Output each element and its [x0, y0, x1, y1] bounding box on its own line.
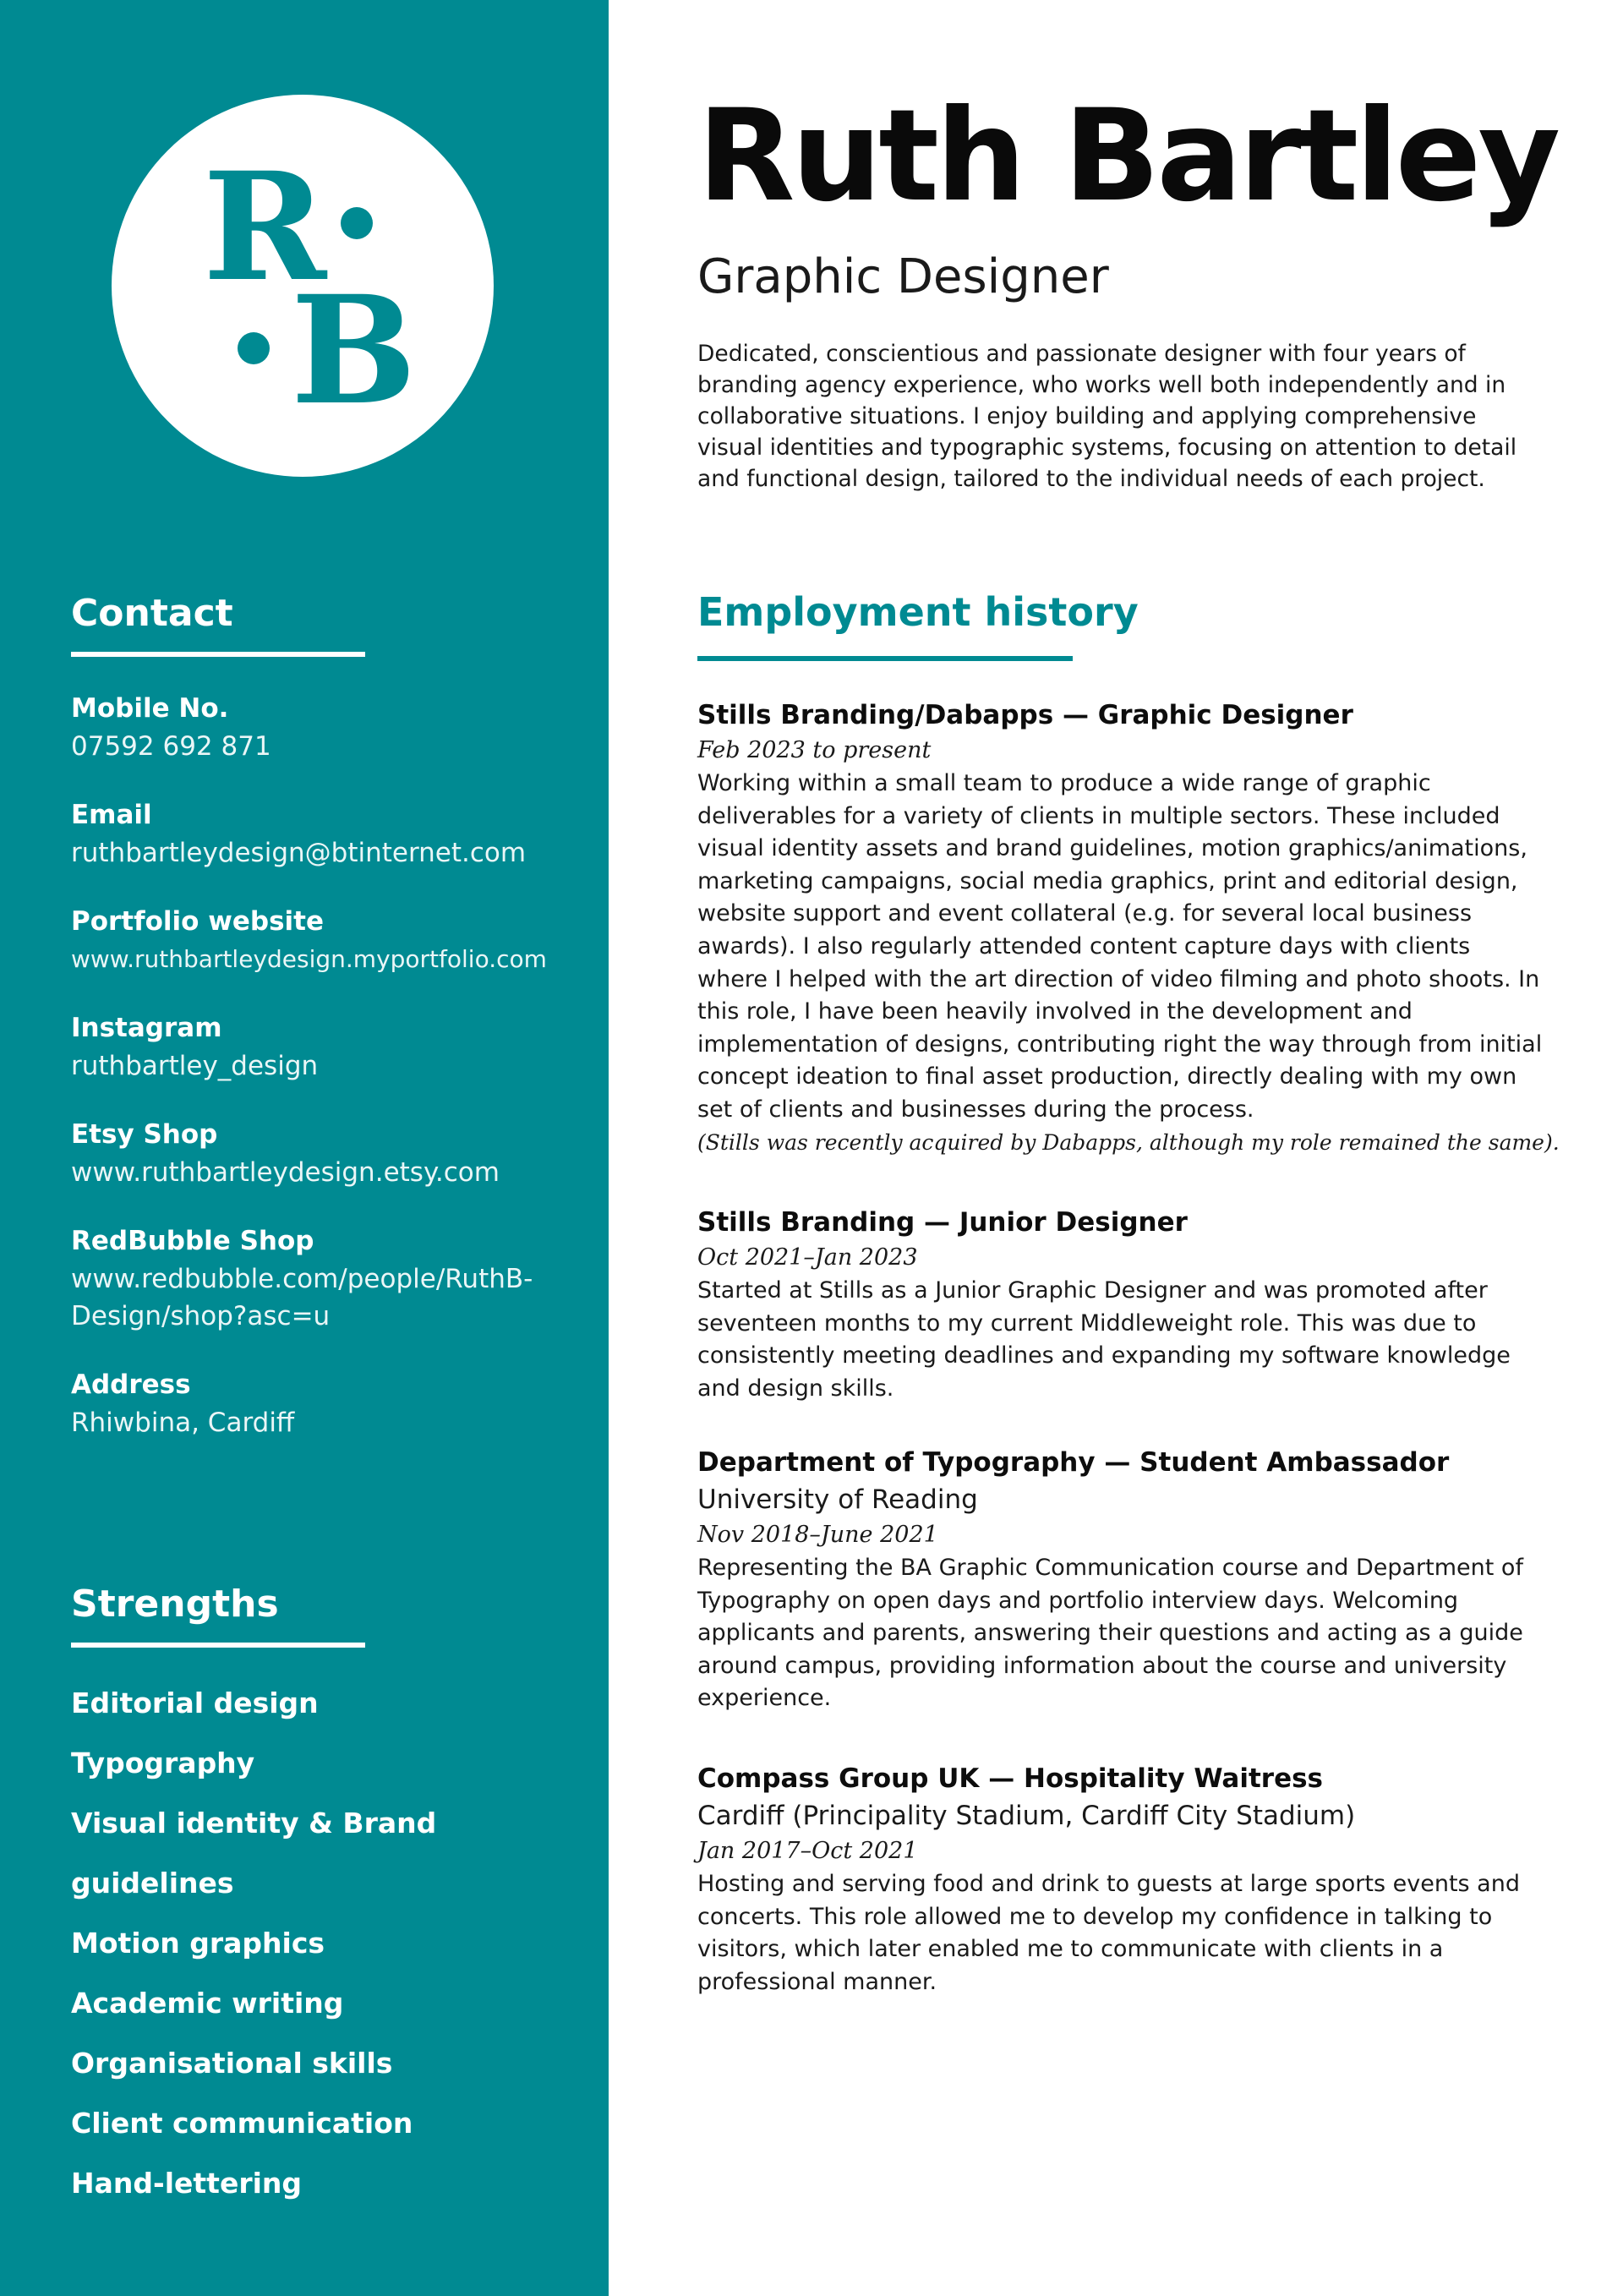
contact-label: Mobile No.: [71, 692, 229, 724]
candidate-role: Graphic Designer: [697, 249, 1109, 304]
strength-item: Editorial design: [71, 1686, 319, 1719]
logo-letter-b: B: [291, 263, 417, 438]
contact-section: [71, 592, 578, 1472]
portfolio-link[interactable]: www.ruthbartleydesign.myportfolio.com: [71, 944, 547, 973]
sidebar: [0, 0, 609, 2296]
email-link[interactable]: ruthbartleydesign@btinternet.com: [71, 837, 527, 868]
mobile-number[interactable]: 07592 692 871: [71, 730, 271, 762]
contact-item-address: [71, 1365, 578, 1441]
profile-summary: Dedicated, conscientious and passionate designer with four years of branding agency experience, who works well both independently and in collaborative situations. I enjoy building and applying comprehensive visual identities and typographic systems, focusing on attention to detail and functional design, tailored to the individual needs of each project.: [697, 341, 1517, 492]
logo-dot-bottom: [238, 332, 270, 364]
candidate-name: Ruth Bartley: [697, 83, 1558, 230]
job-title: Compass Group UK — Hospitality Waitress: [697, 1763, 1324, 1794]
employment-rule: [697, 656, 1073, 661]
job-note: (Stills was recently acquired by Dabapps, although my role remained the same).: [697, 1129, 1560, 1155]
etsy-link[interactable]: www.ruthbartleydesign.etsy.com: [71, 1156, 500, 1188]
job-organisation: Cardiff (Principality Stadium, Cardiff City Stadium): [697, 1801, 1356, 1831]
contact-item-etsy: [71, 1115, 578, 1191]
contact-item-instagram: [71, 1009, 578, 1085]
job-dates: Oct 2021–Jan 2023: [697, 1244, 918, 1271]
job-dates: Jan 2017–Oct 2021: [697, 1838, 918, 1864]
strengths-rule: [71, 1643, 365, 1648]
strength-item: Motion graphics: [71, 1926, 325, 1960]
strength-item: Academic writing: [71, 1986, 344, 2020]
strength-item: Typography: [71, 1746, 255, 1779]
job-title: Stills Branding/Dabapps — Graphic Designer: [697, 700, 1353, 730]
job-entry: [697, 1444, 1577, 1715]
strengths-section: [71, 1583, 578, 2213]
contact-item-email: [71, 795, 578, 872]
strength-item: Visual identity & Brand guidelines: [71, 1806, 437, 1900]
contact-label: Portfolio website: [71, 905, 325, 937]
job-description: Hosting and serving food and drink to guests at large sports events and concerts. This role allowed me to develop my confidence in talking to visitors, which later enabled me to communicate with clients in a professional manner.: [697, 1871, 1520, 1995]
contact-label: Instagram: [71, 1012, 222, 1043]
job-description: Started at Stills as a Junior Graphic Designer and was promoted after seventeen months to my current Middleweight role. This was due to consistently meeting deadlines and expanding my software knowledge and design skills.: [697, 1277, 1511, 1402]
contact-label: RedBubble Shop: [71, 1225, 314, 1256]
logo-letter-r: R: [203, 139, 327, 314]
job-entry: [697, 697, 1577, 1159]
contact-list: [71, 689, 578, 1441]
job-title: Department of Typography — Student Ambassador: [697, 1447, 1450, 1478]
contact-item-portfolio: [71, 902, 578, 978]
contact-item-redbubble: [71, 1222, 578, 1335]
strengths-heading: Strengths: [71, 1583, 279, 1626]
strength-item: Hand-lettering: [71, 2166, 303, 2200]
contact-label: Address: [71, 1369, 191, 1400]
job-title: Stills Branding — Junior Designer: [697, 1207, 1188, 1238]
strengths-list: [71, 1673, 578, 2213]
contact-rule: [71, 652, 365, 657]
employment-heading: Employment history: [697, 589, 1139, 635]
contact-item-mobile: [71, 689, 578, 765]
monogram-icon: [112, 95, 494, 477]
contact-label: Etsy Shop: [71, 1118, 218, 1150]
job-description: Representing the BA Graphic Communication course and Department of Typography on open days and portfolio interview days. Welcoming applicants and parents, answering their questions and acting as a guide around campus, providing information about the course and university experience.: [697, 1555, 1523, 1712]
job-entry: [697, 1204, 1577, 1405]
monogram-logo: [112, 95, 494, 477]
strength-item: Organisational skills: [71, 2046, 393, 2080]
job-dates: Feb 2023 to present: [697, 737, 932, 763]
address-value: Rhiwbina, Cardiff: [71, 1407, 295, 1438]
job-entry: [697, 1760, 1577, 1998]
contact-heading: Contact: [71, 592, 233, 635]
strength-item: Client communication: [71, 2106, 413, 2140]
instagram-link[interactable]: ruthbartley_design: [71, 1050, 319, 1081]
job-dates: Nov 2018–June 2021: [697, 1522, 938, 1548]
job-description: Working within a small team to produce a wide range of graphic deliverables for a variety of clients in multiple sectors. These included visual identity assets and brand guidelines, motion graphics/animations, marketing campaigns, social media graphics, print and editorial design, website support and event collateral (e.g. for several local business awards). I also regularly attended content capture days with clients where I helped with the art direction of video filming and photo shoots. In this role, I have been heavily involved in the development and implementation of designs, contributing right the way through from initial concept ideation to final asset production, directly dealing with my own set of clients and businesses during the process.: [697, 770, 1543, 1123]
logo-dot-top: [341, 207, 373, 239]
job-organisation: University of Reading: [697, 1484, 978, 1515]
redbubble-link[interactable]: www.redbubble.com/people/RuthB-Design/shop?asc=u: [71, 1263, 533, 1331]
contact-label: Email: [71, 799, 152, 830]
